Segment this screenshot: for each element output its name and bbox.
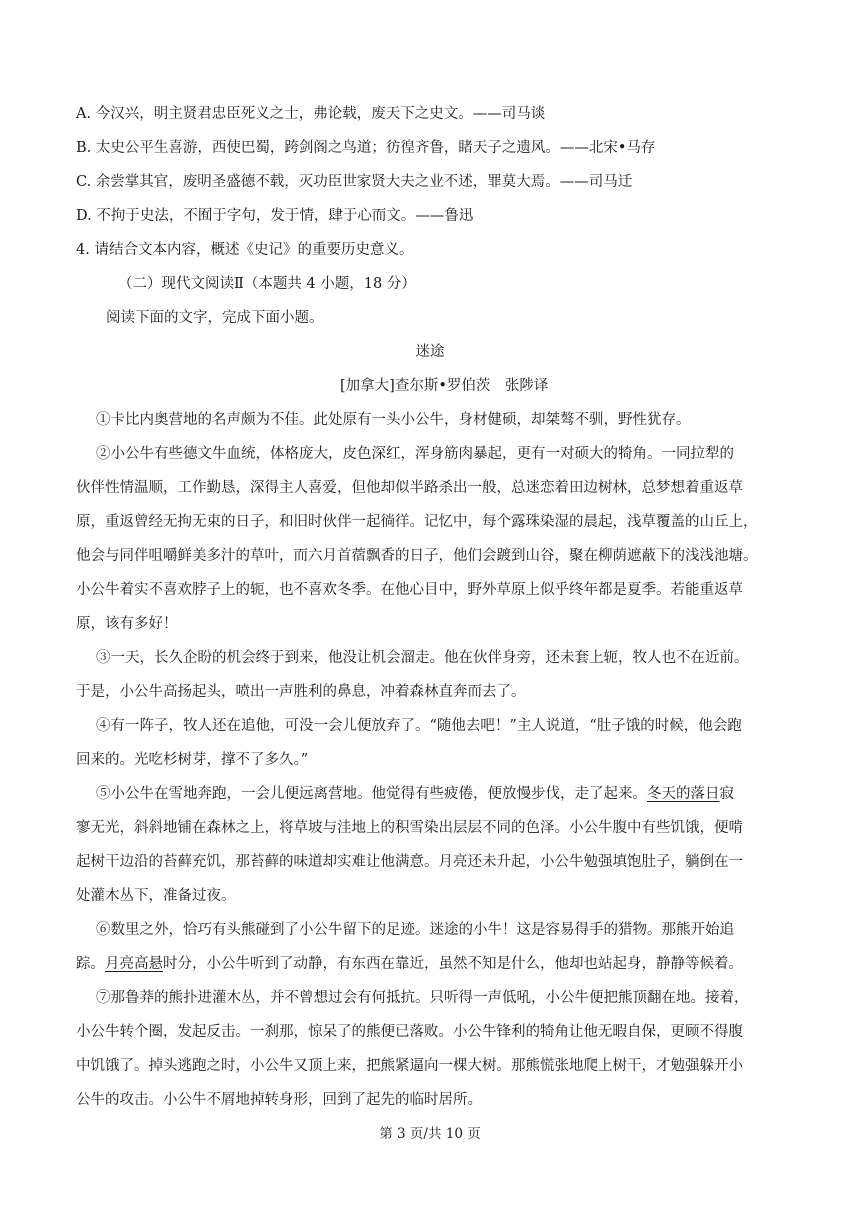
paragraph-7-line: 小公牛转个圈，发起反击。一刹那，惊呆了的熊便已落败。小公牛锋利的犄角让他无暇自保，更顾不得腹	[76, 1024, 743, 1040]
paragraph-5-line: 寥无光，斜斜地铺在森林之上，将草坡与洼地上的积雪染出层层不同的色泽。小公牛腹中有些饥饿，便啃	[76, 820, 743, 836]
option-label: C.	[76, 174, 92, 190]
paragraph-2-line: 他会与同伴咀嚼鲜美多汁的草叶，而六月首蓿飘香的日子，他们会踱到山谷，聚在柳荫遮蔽下的浅浅池塘。	[76, 548, 758, 564]
paragraph-2-line: ②小公牛有些德文牛血统，体格庞大，皮色深红，浑身筋肉暴起，更有一对硕大的犄角。一同拉犁的	[96, 446, 734, 462]
option-text: 余尝掌其官，废明圣盛德不载，灭功臣世家贤大夫之业不述，罪莫大焉。——司马迁	[95, 174, 633, 190]
paragraph-5-text: ⑤小公牛在雪地奔跑，一会儿便远离营地。他觉得有些疲倦，便放慢步伐，走了起来。	[96, 786, 647, 802]
paragraph-7-line: 中饥饿了。掉头逃跑之时，小公牛又顶上来，把熊紧逼向一棵大树。那熊慌张地爬上树干，才勉强躲开小	[76, 1058, 743, 1074]
story-byline: [加拿大]查尔斯•罗伯茨 张陟译	[340, 378, 549, 394]
paragraph-4-line: ④有一阵子，牧人还在追他，可没一会儿便放弃了。“随他去吧！”主人说道，“肚子饿的时候，他会跑	[96, 718, 742, 734]
paragraph-3-line: ③一天，长久企盼的机会终于到来，他没让机会溜走。他在伙伴身旁，还未套上轭，牧人也不在近前。	[96, 650, 749, 666]
paragraph-6-text: 踪。	[76, 956, 105, 972]
option-a	[76, 104, 545, 124]
paragraph-2-line: 小公牛着实不喜欢脖子上的轭，也不喜欢冬季。在他心目中，野外草原上似乎终年都是夏季。若能重返草	[76, 582, 743, 598]
option-d	[76, 206, 473, 226]
paragraph-6-line: ⑥数里之外，恰巧有头熊碰到了小公牛留下的足迹。迷途的小牛！这是容易得手的猎物。那熊开始追	[96, 922, 734, 938]
paragraph-5-line: 处灌木丛下，准备过夜。	[76, 888, 236, 904]
paragraph-6-line	[76, 954, 743, 974]
paragraph-6-text: 时分，小公牛听到了动静，有东西在靠近，虽然不知是什么，他却也站起身，静静等候着。	[163, 956, 743, 972]
option-text: 不拘于史法，不囿于字句，发于情，肆于心而文。——鲁迅	[96, 208, 474, 224]
paragraph-2-line: 原，该有多好！	[76, 616, 178, 632]
option-label: D.	[76, 208, 92, 224]
paragraph-2-line: 原，重返曾经无拘无束的日子，和旧时伙伴一起徜徉。记忆中，每个露珠染湿的晨起，浅草覆盖的山丘上，	[76, 514, 758, 530]
option-label: B.	[76, 140, 92, 156]
underlined-phrase-winter-sunset: 冬天的落日	[647, 786, 720, 802]
paragraph-4-line: 回来的。光吃杉树芽，撑不了多久。”	[76, 752, 309, 768]
story-title: 迷途	[415, 344, 445, 360]
option-text: 太史公平生喜游，西使巴蜀，跨剑阁之鸟道；彷徨齐鲁，睹天子之遗风。——北宋•马存	[95, 140, 656, 156]
page-number-footer: 第 3 页/共 10 页	[379, 1126, 481, 1142]
paragraph-3-line: 于是，小公牛高扬起头，喷出一声胜利的鼻息，冲着森林直奔而去了。	[76, 684, 526, 700]
paragraph-1-line: ①卡比内奥营地的名声颇为不佳。此处原有一头小公牛，身材健硕，却桀骜不驯，野性犹存。	[96, 412, 691, 428]
option-b	[76, 138, 655, 158]
question-4: 4. 请结合文本内容，概述《史记》的重要历史意义。	[76, 242, 414, 258]
option-c	[76, 172, 632, 192]
paragraph-5-line: 起树干边沿的苔藓充饥，那苔藓的味道却实难让他满意。月亮还未升起，小公牛勉强填饱肚子，躺倒在一	[76, 854, 743, 870]
paragraph-7-line: 公牛的攻击。小公牛不屑地掉转身形，回到了起先的临时居所。	[76, 1092, 482, 1108]
paragraph-5-text: 寂	[719, 786, 734, 802]
paragraph-2-line: 伙伴性情温顺，工作勤恳，深得主人喜爱，但他却似半路杀出一般，总迷恋着田边树林，总梦想着重返草	[76, 480, 743, 496]
option-text: 今汉兴，明主贤君忠臣死义之士，弗论载，废天下之史文。——司马谈	[95, 106, 546, 122]
paragraph-7-line: ⑦那鲁莽的熊扑进灌木丛，并不曾想过会有何抵抗。只听得一声低吼，小公牛便把熊顶翻在地。接着，	[96, 990, 749, 1006]
reading-instruction: 阅读下面的文字，完成下面小题。	[106, 310, 324, 326]
paragraph-5-line	[96, 784, 734, 804]
option-label: A.	[76, 106, 92, 122]
underlined-phrase-moon-high: 月亮高悬	[105, 956, 163, 972]
section-header: （二）现代文阅读Ⅱ（本题共 4 小题，18 分）	[118, 276, 416, 292]
